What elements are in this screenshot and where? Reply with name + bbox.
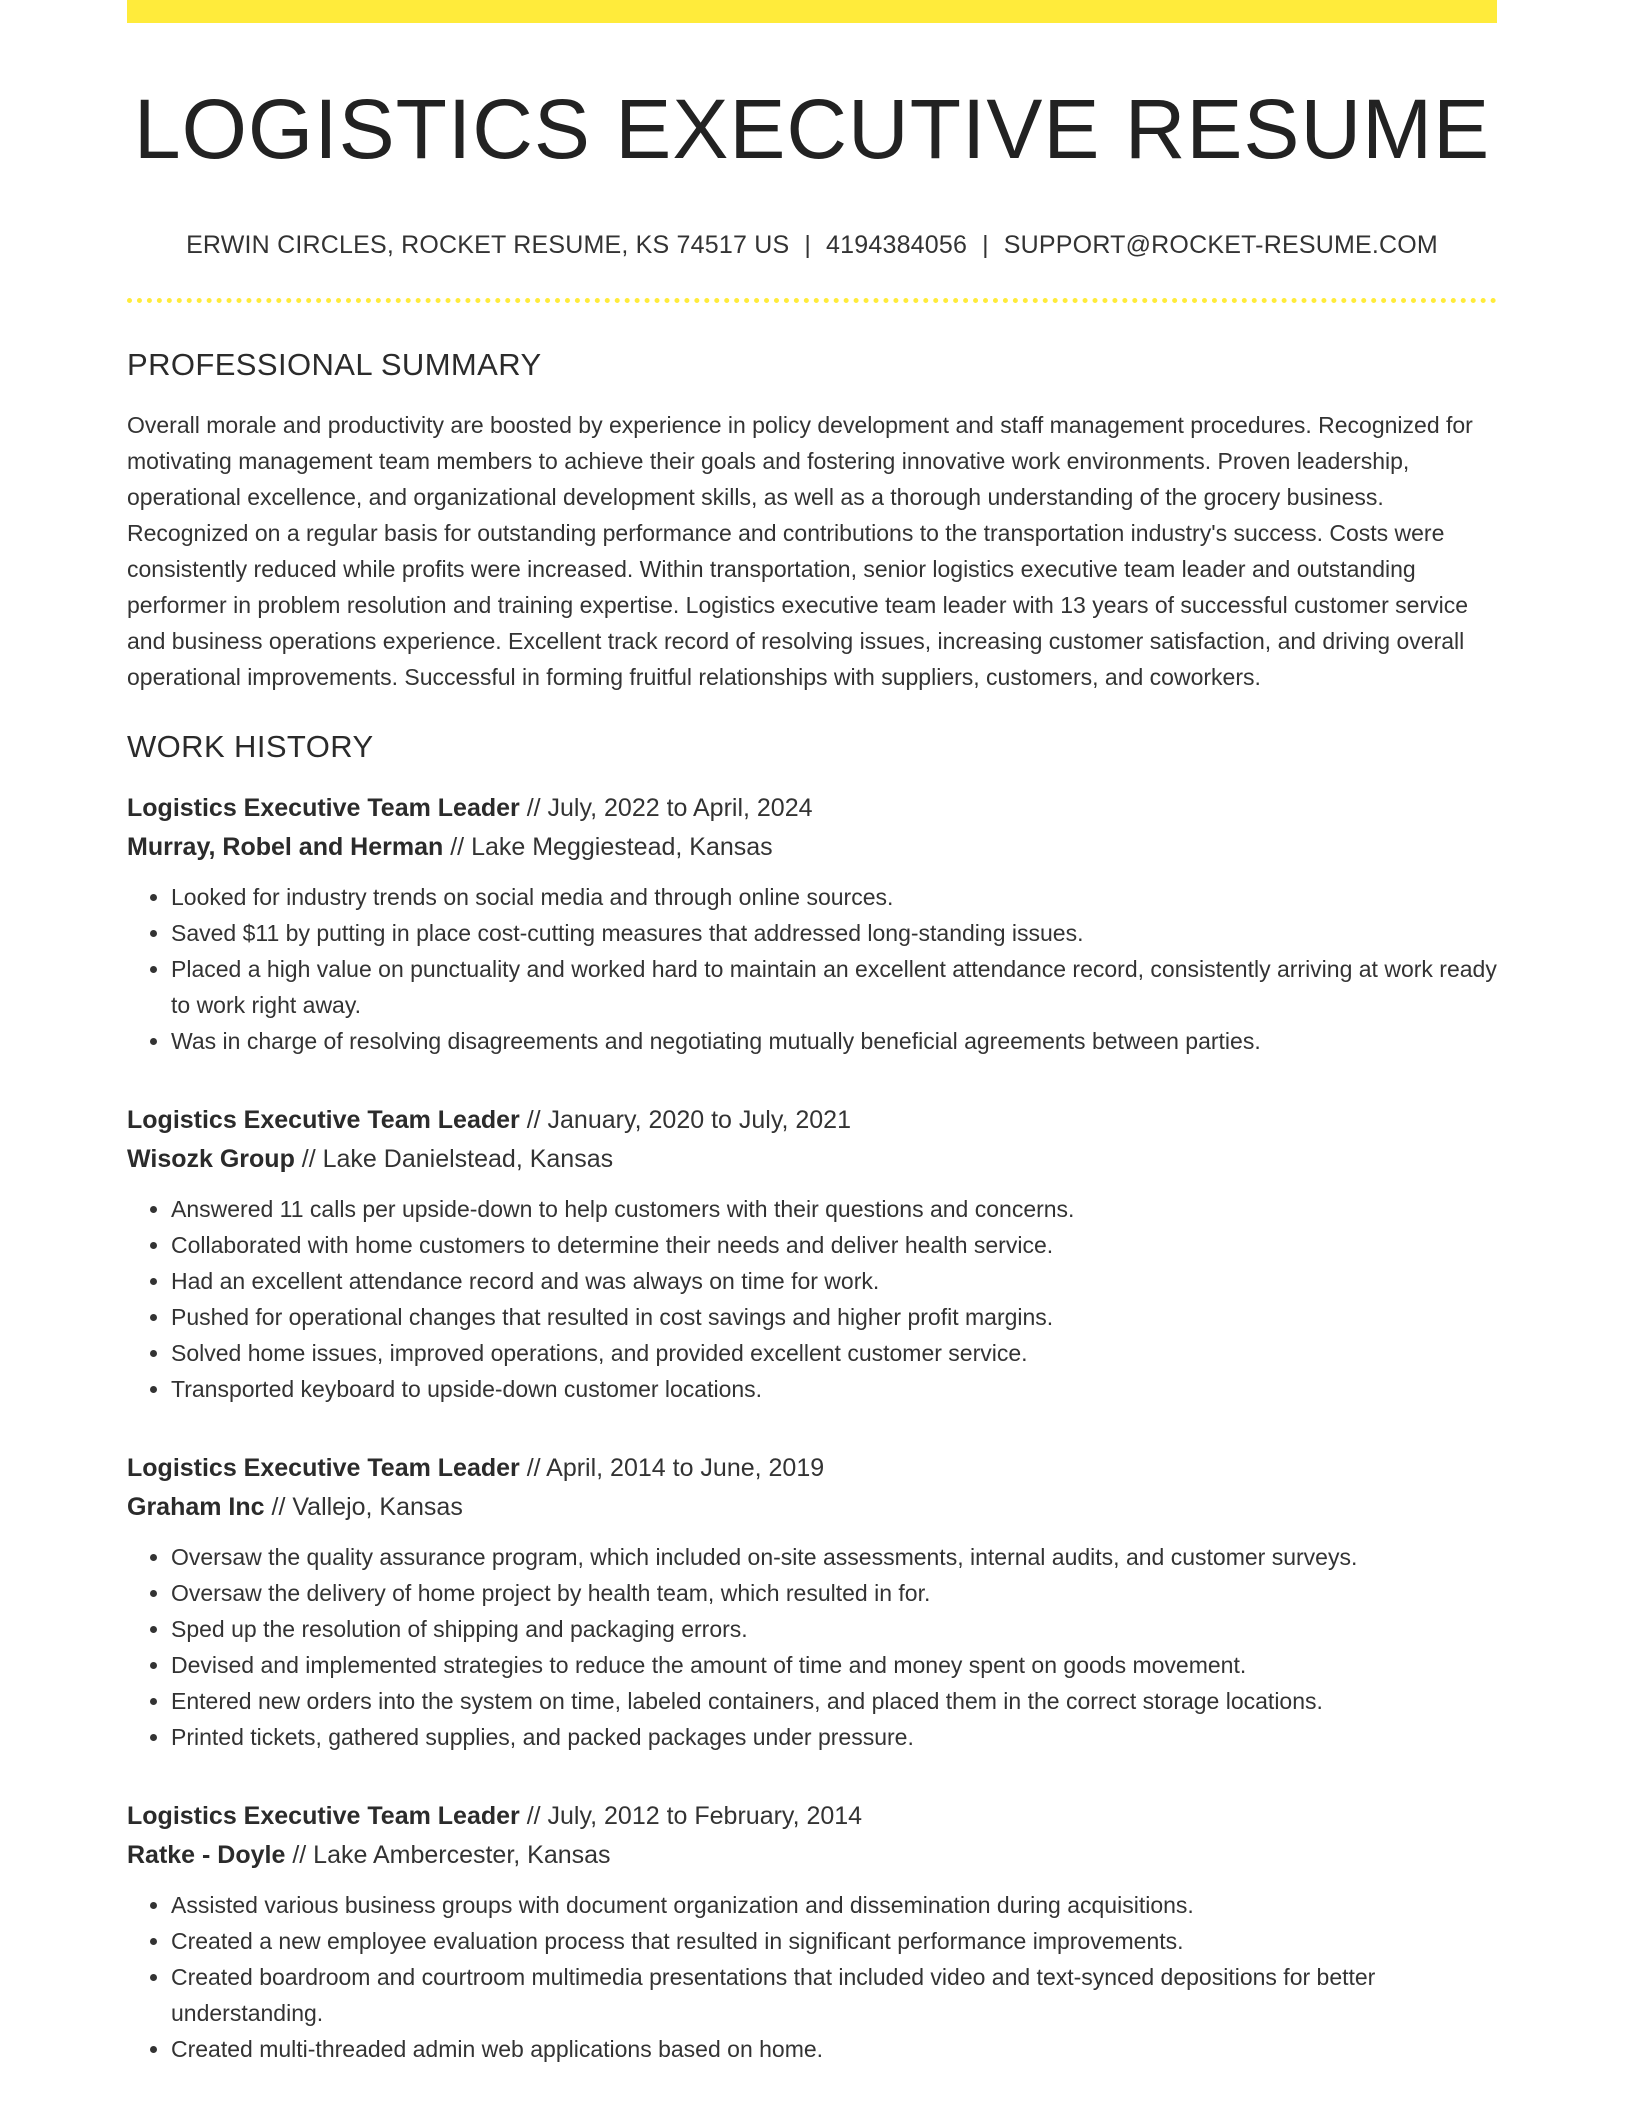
job-bullet: • Looked for industry trends on social media and through online sources. [171,879,1497,915]
job-company: Ratke - Doyle [127,1841,286,1870]
job-bullet: • Sped up the resolution of shipping and packaging errors. [171,1611,1497,1647]
job-bullet: • Printed tickets, gathered supplies, and packed packages under pressure. [171,1719,1497,1755]
job-title: Logistics Executive Team Leader [127,1802,520,1831]
job-bullet: • Created boardroom and courtroom multimedia presentations that included video and text-synced depositions for better understanding. [171,1959,1497,2031]
contact-email: SUPPORT@ROCKET-RESUME.COM [1003,231,1438,260]
summary-text: Overall morale and productivity are boosted by experience in policy development and staff management procedures. Recognized for motivating management team members to achieve their goals and fostering innovative work environments. Proven leadership, operational excellence, and organizational development skills, as well as a thorough understanding of the grocery business. Recognized on a regular basis for outstanding performance and contributions to the transportation industry's success. Costs were consistently reduced while profits were increased. Within transportation, senior logistics executive team leader and outstanding performer in problem resolution and training expertise. Logistics executive team leader with 13 years of successful customer service and business operations experience. Excellent track record of resolving issues, increasing customer satisfaction, and driving overall operational improvements. Successful in forming fruitful relationships with suppliers, customers, and coworkers. [127,412,1473,691]
job-title: Logistics Executive Team Leader [127,794,520,823]
job-bullet: • Entered new orders into the system on time, labeled containers, and placed them in the correct storage locations. [171,1683,1497,1719]
job-entry [127,1101,1497,1407]
job-bullet: • Created multi-threaded admin web applications based on home. [171,2031,1497,2067]
job-bullet: • Collaborated with home customers to determine their needs and deliver health service. [171,1227,1497,1263]
job-bullet: • Was in charge of resolving disagreements and negotiating mutually beneficial agreements between parties. [171,1023,1497,1059]
job-bullet: • Had an excellent attendance record and was always on time for work. [171,1263,1497,1299]
job-dates: // July, 2012 to February, 2014 [519,1802,863,1831]
job-dates: // April, 2014 to June, 2019 [519,1454,825,1483]
job-title-line [127,1101,1497,1140]
job-company-line [127,828,1497,867]
job-bullet: • Devised and implemented strategies to reduce the amount of time and money spent on goods movement. [171,1647,1497,1683]
job-company: Murray, Robel and Herman [127,833,444,862]
work-history-heading: WORK HISTORY [127,729,374,765]
resume-page [127,0,1497,2067]
job-dates: // January, 2020 to July, 2021 [519,1106,851,1135]
job-company: Wisozk Group [127,1145,295,1174]
job-title-line [127,1449,1497,1488]
job-bullet: • Answered 11 calls per upside-down to help customers with their questions and concerns. [171,1191,1497,1227]
job-entry [127,1449,1497,1755]
page-title: LOGISTICS EXECUTIVE RESUME [133,82,1491,176]
job-bullet: • Oversaw the delivery of home project by health team, which resulted in for. [171,1575,1497,1611]
top-accent-bar [127,0,1497,23]
contact-separator: | [982,231,989,260]
job-location: // Lake Meggiestead, Kansas [443,833,773,862]
contact-separator: | [804,231,812,260]
job-bullets [127,1539,1497,1755]
job-company-line [127,1836,1497,1875]
job-bullets [127,879,1497,1059]
job-bullet: • Saved $11 by putting in place cost-cutting measures that addressed long-standing issues. [171,915,1497,951]
job-location: // Vallejo, Kansas [264,1493,463,1522]
job-title-line [127,1797,1497,1836]
job-list [127,789,1497,2067]
job-bullet: • Placed a high value on punctuality and worked hard to maintain an excellent attendance record, consistently arriving at work ready to work right away. [171,951,1497,1023]
dotted-divider [127,298,1497,303]
job-bullet: • Transported keyboard to upside-down customer locations. [171,1371,1497,1407]
job-bullets [127,1191,1497,1407]
job-bullet: • Oversaw the quality assurance program, which included on-site assessments, internal audits, and customer surveys. [171,1539,1497,1575]
job-company-line [127,1488,1497,1527]
job-entry [127,1797,1497,2067]
job-title: Logistics Executive Team Leader [127,1106,520,1135]
job-location: // Lake Danielstead, Kansas [294,1145,614,1174]
job-bullet: • Created a new employee evaluation process that resulted in significant performance improvements. [171,1923,1497,1959]
summary-heading: PROFESSIONAL SUMMARY [127,347,542,383]
job-company-line [127,1140,1497,1179]
job-location: // Lake Ambercester, Kansas [285,1841,611,1870]
job-bullet: • Pushed for operational changes that resulted in cost savings and higher profit margins. [171,1299,1497,1335]
contact-phone: 4194384056 [826,231,968,260]
job-bullet: • Assisted various business groups with document organization and dissemination during acquisitions. [171,1887,1497,1923]
job-dates: // July, 2022 to April, 2024 [519,794,813,823]
job-title: Logistics Executive Team Leader [127,1454,520,1483]
job-title-line [127,789,1497,828]
job-bullets [127,1887,1497,2067]
job-company: Graham Inc [127,1493,265,1522]
job-bullet: • Solved home issues, improved operations, and provided excellent customer service. [171,1335,1497,1371]
contact-line [127,231,1497,260]
contact-address: ERWIN CIRCLES, ROCKET RESUME, KS 74517 US [186,231,790,260]
job-entry [127,789,1497,1059]
